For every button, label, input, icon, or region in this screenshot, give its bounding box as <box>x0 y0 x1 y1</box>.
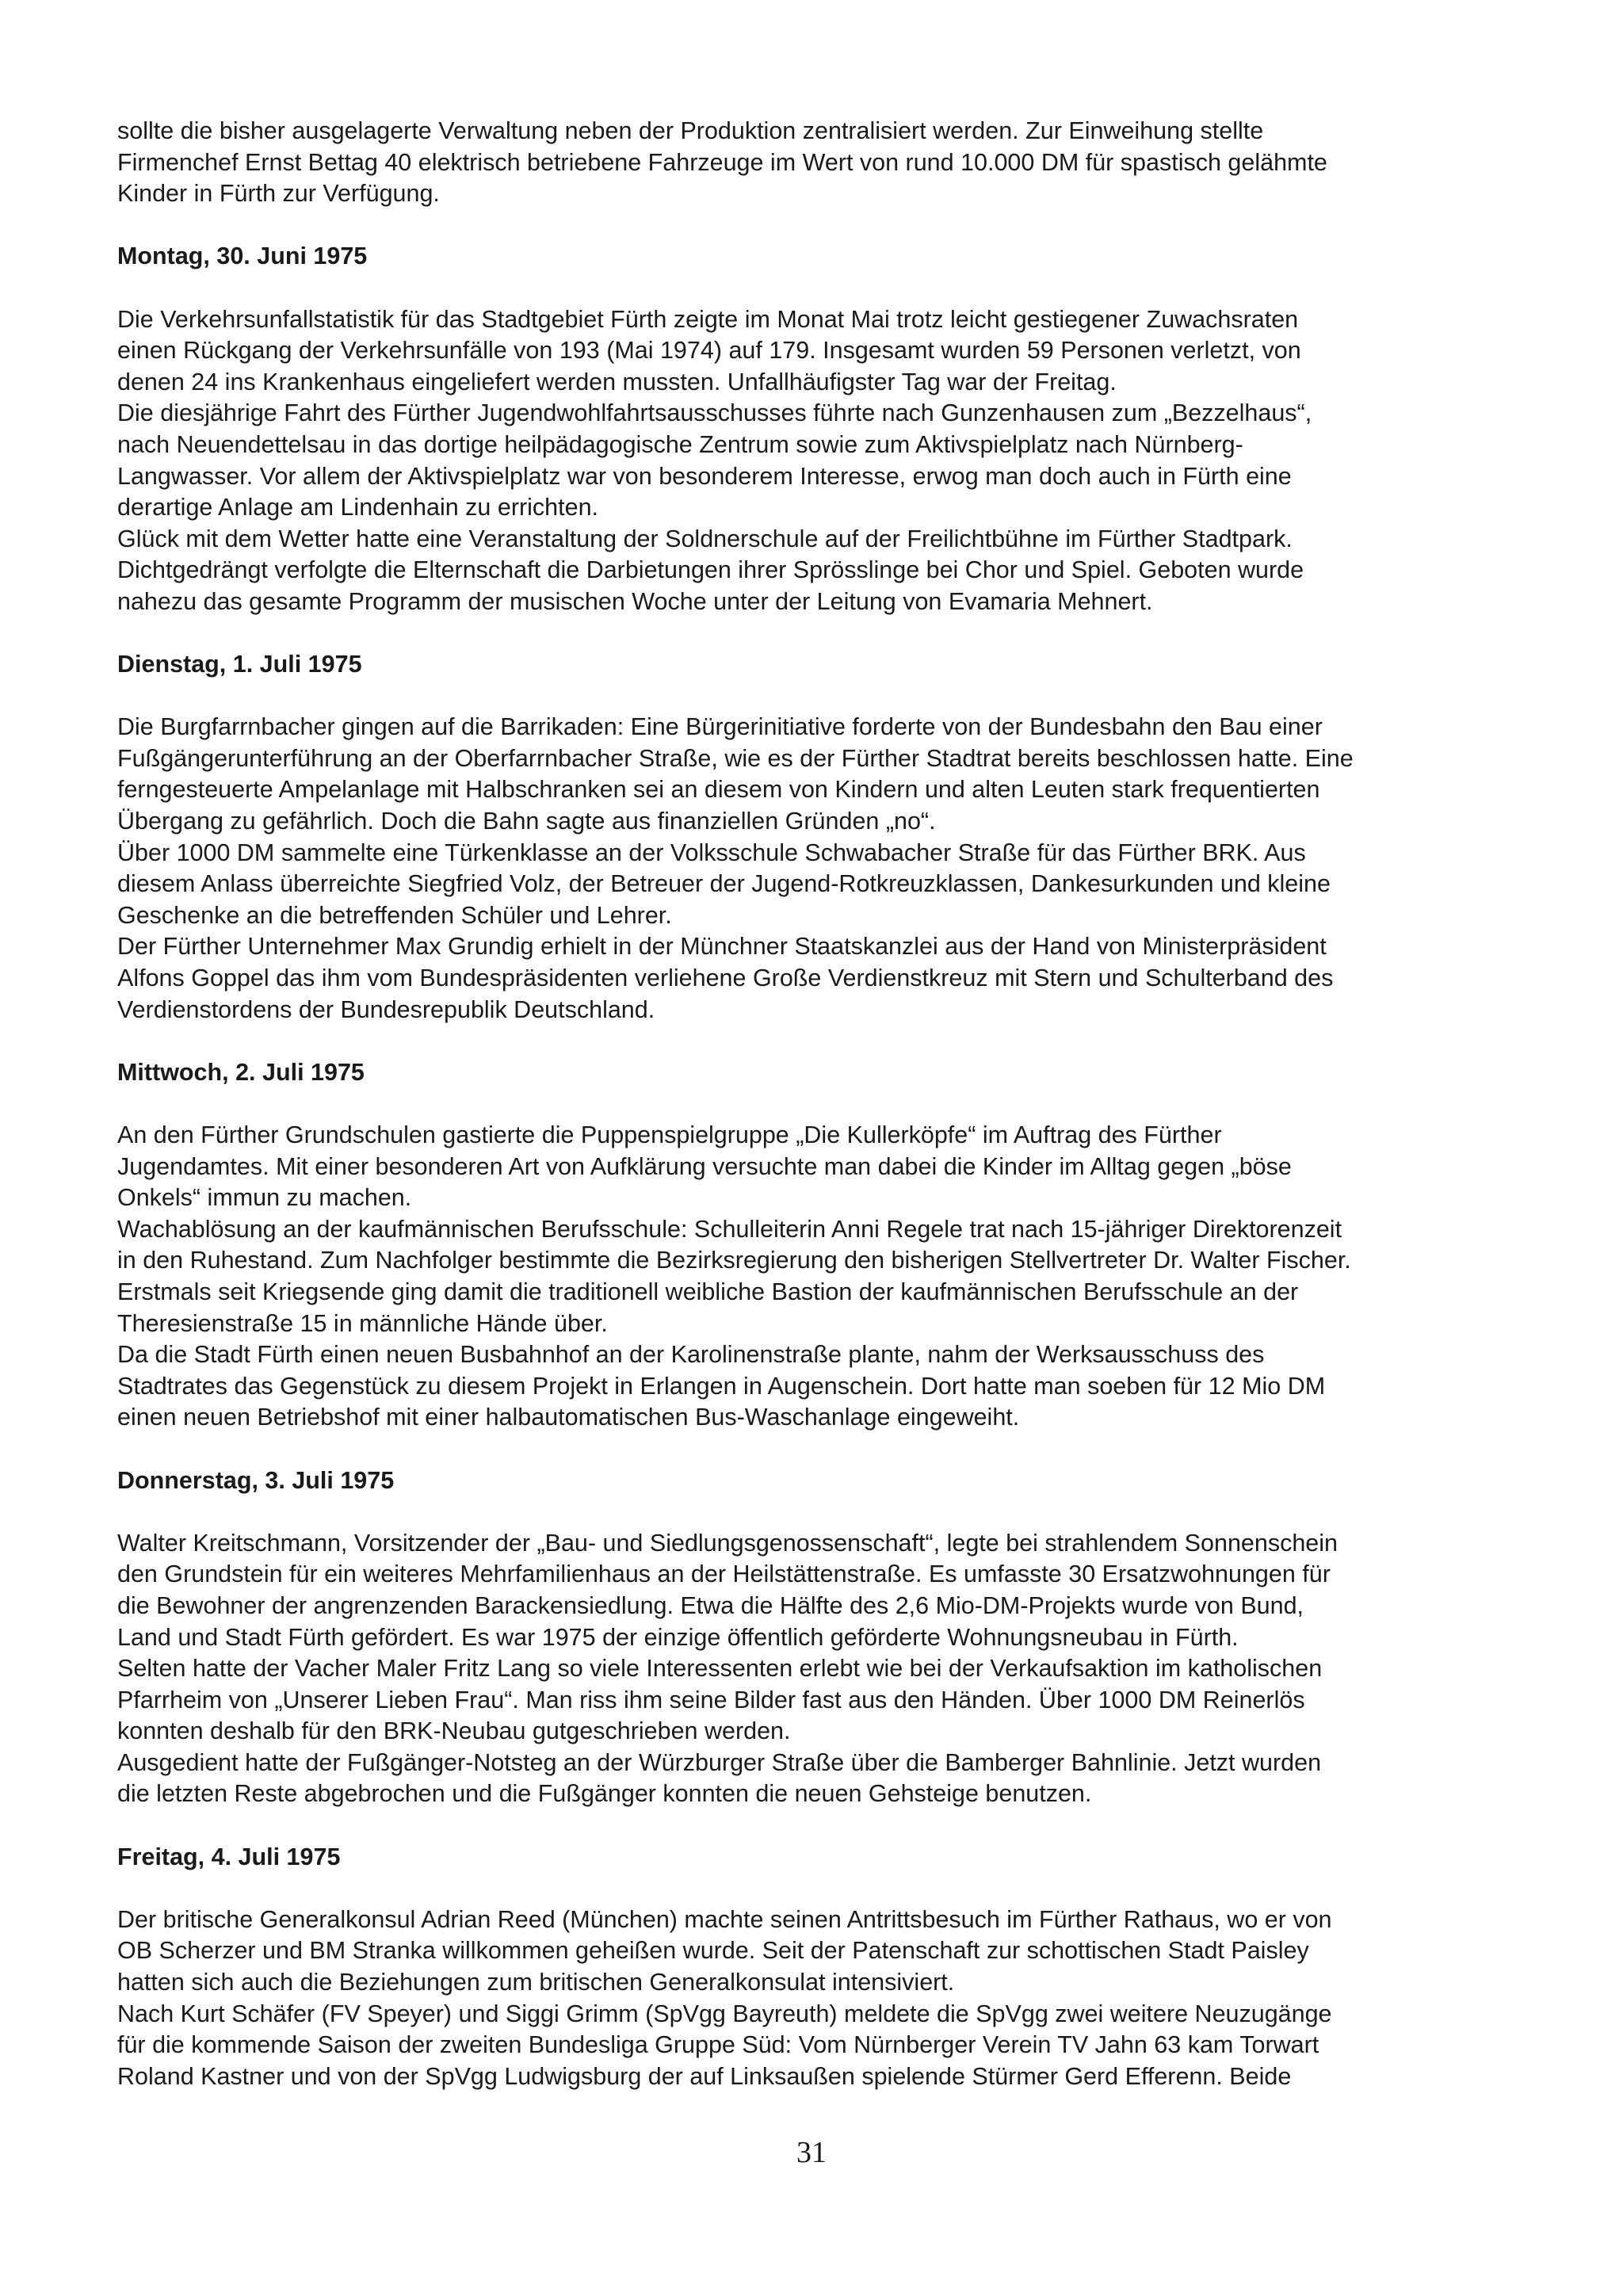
page-number: 31 <box>796 2136 827 2169</box>
text-line: Dichtgedrängt verfolgte die Elternschaft die Darbietungen ihrer Sprösslinge bei Chor und Spiel. Geboten wurde <box>117 556 1304 584</box>
text-line: Nach Kurt Schäfer (FV Speyer) und Siggi Grimm (SpVgg Bayreuth) meldete die SpVgg zwei weitere Neuzugänge <box>117 2000 1332 2027</box>
spacer <box>117 273 1520 304</box>
spacer <box>117 210 1520 242</box>
text-line: Übergang zu gefährlich. Doch die Bahn sagte aus finanziellen Gründen „no“. <box>117 808 936 835</box>
text-line: die Bewohner der angrenzenden Barackensiedlung. Etwa die Hälfte des 2,6 Mio-DM-Projekts wurde von Bund, <box>117 1591 1304 1619</box>
section-mittwoch <box>117 1057 1520 1434</box>
section-heading: Donnerstag, 3. Juli 1975 <box>117 1466 395 1494</box>
spacer <box>117 1810 1520 1842</box>
spacer <box>117 681 1520 712</box>
section-montag <box>117 241 1520 617</box>
text-line: in den Ruhestand. Zum Nachfolger bestimmte die Bezirksregierung den bisherigen Stellvertreter Dr. Walter Fischer. <box>117 1247 1351 1274</box>
text-line: An den Fürther Grundschulen gastierte die Puppenspielgruppe „Die Kullerköpfe“ im Auftrag des Fürther <box>117 1121 1222 1148</box>
text-line: Onkels“ immun zu machen. <box>117 1184 412 1212</box>
text-line: Alfons Goppel das ihm vom Bundespräsidenten verliehene Große Verdienstkreuz mit Stern und Schulterband des <box>117 965 1334 992</box>
text-line: sollte die bisher ausgelagerte Verwaltung neben der Produktion zentralisiert werden. Zur Einweihung stellte <box>117 117 1264 144</box>
text-line: Firmenchef Ernst Bettag 40 elektrisch betriebene Fahrzeuge im Wert von rund 10.000 DM für spastisch gelähmte <box>117 148 1327 176</box>
section-heading: Montag, 30. Juni 1975 <box>117 243 368 270</box>
text-line: diesem Anlass überreichte Siegfried Volz, der Betreuer der Jugend-Rotkreuzklassen, Dankesurkunden und kleine <box>117 870 1331 898</box>
section-heading: Mittwoch, 2. Juli 1975 <box>117 1058 365 1086</box>
text-line: Da die Stadt Fürth einen neuen Busbahnhof an der Karolinenstraße plante, nahm der Werksausschuss des <box>117 1341 1265 1369</box>
text-line: nach Neuendettelsau in das dortige heilpädagogische Zentrum sowie zum Aktivspielplatz nach Nürnberg- <box>117 430 1243 458</box>
text-line: OB Scherzer und BM Stranka willkommen geheißen wurde. Seit der Patenschaft zur schottischen Stadt Paisley <box>117 1937 1309 1965</box>
text-line: Über 1000 DM sammelte eine Türkenklasse an der Volksschule Schwabacher Straße für das Fürther BRK. Aus <box>117 839 1306 866</box>
intro-paragraph <box>117 116 1520 210</box>
text-line: Theresienstraße 15 in männliche Hände über. <box>117 1309 608 1337</box>
text-line: Pfarrheim von „Unserer Lieben Frau“. Man riss ihm seine Bilder fast aus den Händen. Über 1000 DM Reinerlös <box>117 1686 1305 1713</box>
text-line: Kinder in Fürth zur Verfügung. <box>117 180 440 208</box>
section-dienstag <box>117 649 1520 1026</box>
spacer <box>117 618 1520 650</box>
text-line: Stadtrates das Gegenstück zu diesem Projekt in Erlangen in Augenschein. Dort hatte man soeben für 12 Mio DM <box>117 1372 1326 1400</box>
spacer <box>117 1496 1520 1528</box>
text-line: hatten sich auch die Beziehungen zum britischen Generalkonsulat intensiviert. <box>117 1969 955 1996</box>
section-heading: Dienstag, 1. Juli 1975 <box>117 651 362 678</box>
text-line: Glück mit dem Wetter hatte eine Veranstaltung der Soldnerschule auf der Freilichtbühne im Fürther Stadtpark. <box>117 525 1293 552</box>
section-heading: Freitag, 4. Juli 1975 <box>117 1843 341 1870</box>
text-line: Walter Kreitschmann, Vorsitzender der „Bau- und Siedlungsgenossenschaft“, legte bei strahlendem Sonnenschein <box>117 1529 1338 1557</box>
text-line: Der Fürther Unternehmer Max Grundig erhielt in der Münchner Staatskanzlei aus der Hand von Ministerpräsident <box>117 933 1327 961</box>
section-freitag <box>117 1842 1520 2093</box>
text-line: Selten hatte der Vacher Maler Fritz Lang so viele Interessenten erlebt wie bei der Verkaufsaktion im katholischen <box>117 1655 1323 1683</box>
text-line: für die kommende Saison der zweiten Bundesliga Gruppe Süd: Vom Nürnberger Verein TV Jahn 63 kam Torwart <box>117 2031 1319 2059</box>
text-line: Ausgedient hatte der Fußgänger-Notsteg an der Würzburger Straße über die Bamberger Bahnlinie. Jetzt wurden <box>117 1748 1322 1776</box>
text-line: Erstmals seit Kriegsende ging damit die traditionell weibliche Bastion der kaufmännischen Berufsschule an der <box>117 1278 1299 1305</box>
text-line: derartige Anlage am Lindenhain zu errichten. <box>117 494 599 521</box>
text-line: einen neuen Betriebshof mit einer halbautomatischen Bus-Waschanlage eingeweiht. <box>117 1404 1020 1431</box>
spacer <box>117 1088 1520 1120</box>
text-line: Verdienstordens der Bundesrepublik Deutschland. <box>117 995 655 1023</box>
spacer <box>117 1873 1520 1904</box>
text-line: Die diesjährige Fahrt des Fürther Jugendwohlfahrtsausschusses führte nach Gunzenhausen zum „Bezzelhaus“, <box>117 399 1312 427</box>
text-line: Geschenke an die betreffenden Schüler und Lehrer. <box>117 901 672 929</box>
text-line: konnten deshalb für den BRK-Neubau gutgeschrieben werden. <box>117 1717 791 1745</box>
section-donnerstag <box>117 1465 1520 1811</box>
text-line: Langwasser. Vor allem der Aktivspielplatz war von besonderem Interesse, erwog man doch auch in Fürth eine <box>117 462 1292 490</box>
text-line: Roland Kastner und von der SpVgg Ludwigsburg der auf Linksaußen spielende Stürmer Gerd Efferenn. Beide <box>117 2062 1292 2090</box>
text-line: den Grundstein für ein weiteres Mehrfamilienhaus an der Heilstättenstraße. Es umfasste 30 Ersatzwohnungen für <box>117 1561 1331 1588</box>
document-body <box>117 116 1520 2092</box>
text-line: Die Burgfarrnbacher gingen auf die Barrikaden: Eine Bürgerinitiative forderte von der Bundesbahn den Bau einer <box>117 713 1323 741</box>
spacer <box>117 1026 1520 1057</box>
spacer <box>117 1434 1520 1465</box>
text-line: ferngesteuerte Ampelanlage mit Halbschranken sei an diesem von Kindern und alten Leuten stark frequentierten <box>117 776 1320 804</box>
text-line: Der britische Generalkonsul Adrian Reed (München) machte seinen Antrittsbesuch im Fürther Rathaus, wo er von <box>117 1905 1332 1933</box>
text-line: Land und Stadt Fürth gefördert. Es war 1975 der einzige öffentlich geförderte Wohnungsneubau in Fürth. <box>117 1623 1239 1651</box>
text-line: einen Rückgang der Verkehrsunfälle von 193 (Mai 1974) auf 179. Insgesamt wurden 59 Personen verletzt, von <box>117 337 1301 365</box>
text-line: denen 24 ins Krankenhaus eingeliefert werden mussten. Unfallhäufigster Tag war der Freitag. <box>117 368 1117 395</box>
text-line: Die Verkehrsunfallstatistik für das Stadtgebiet Fürth zeigte im Monat Mai trotz leicht gestiegener Zuwachsraten <box>117 305 1299 333</box>
text-line: die letzten Reste abgebrochen und die Fußgänger konnten die neuen Gehsteige benutzen. <box>117 1780 1092 1808</box>
text-line: Jugendamtes. Mit einer besonderen Art von Aufklärung versuchte man dabei die Kinder im Alltag gegen „böse <box>117 1152 1292 1180</box>
text-line: nahezu das gesamte Programm der musischen Woche unter der Leitung von Evamaria Mehnert. <box>117 587 1153 615</box>
text-line: Fußgängerunterführung an der Oberfarrnbacher Straße, wie es der Fürther Stadtrat bereits beschlossen hatte. Eine <box>117 744 1354 772</box>
text-line: Wachablösung an der kaufmännischen Berufsschule: Schulleiterin Anni Regele trat nach 15-jähriger Direktorenzeit <box>117 1215 1342 1243</box>
